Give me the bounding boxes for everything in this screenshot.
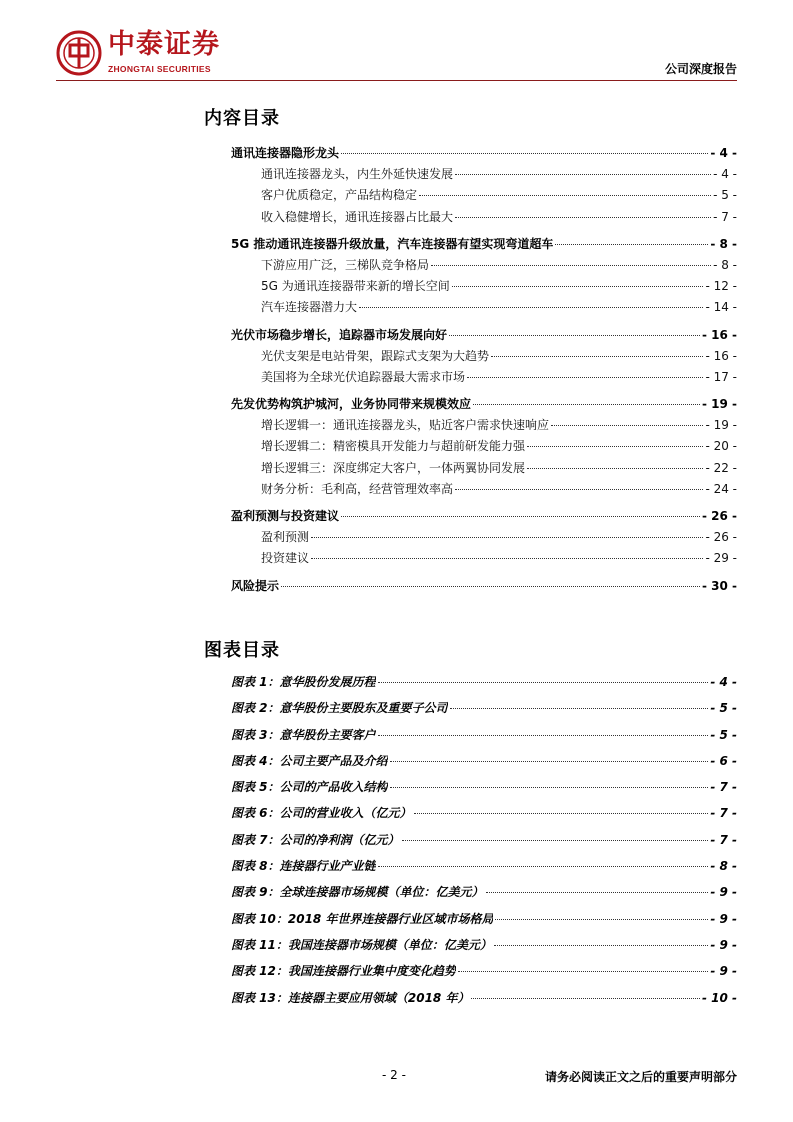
contents-entry-page: - 20 -	[705, 439, 737, 454]
dot-leader	[402, 840, 709, 841]
contents-entry-page: - 4 -	[713, 167, 737, 182]
contents-entry-page: - 19 -	[701, 397, 737, 412]
contents-entry-page: - 16 -	[701, 327, 737, 342]
figure-entry[interactable]	[231, 831, 737, 857]
dot-leader	[471, 998, 700, 999]
figure-entry-page: - 6 -	[710, 753, 737, 768]
figures-title: 图表目录	[204, 640, 280, 661]
contents-entry-page: - 7 -	[713, 209, 737, 224]
contents-entry-label: 增长逻辑一：通讯连接器龙头，贴近客户需求快速响应	[261, 418, 550, 433]
contents-entry[interactable]	[231, 208, 737, 229]
contents-entry[interactable]	[231, 186, 737, 207]
dot-leader	[281, 586, 700, 587]
contents-entry[interactable]	[231, 235, 737, 256]
figures-list	[231, 673, 737, 1015]
figure-entry-page: - 9 -	[710, 911, 737, 926]
figure-entry-label: 图表 2：意华股份主要股东及重要子公司	[231, 701, 448, 716]
logo-company-name-en: ZHONGTAI SECURITIES	[108, 64, 211, 74]
figure-entry-label: 图表 12：我国连接器行业集中度变化趋势	[231, 964, 456, 979]
dot-leader	[455, 489, 703, 490]
figure-entry-page: - 5 -	[710, 727, 737, 742]
contents-entry-label: 光伏市场稳步增长，追踪器市场发展向好	[231, 327, 448, 342]
contents-entry-label: 5G 推动通讯连接器升级放量，汽车连接器有望实现弯道超车	[231, 236, 554, 251]
figure-entry[interactable]	[231, 804, 737, 830]
contents-entry-label: 客户优质稳定，产品结构稳定	[261, 188, 418, 203]
contents-entry-page: - 26 -	[705, 530, 737, 545]
figure-entry[interactable]	[231, 752, 737, 778]
dot-leader	[449, 335, 700, 336]
page-header	[0, 0, 793, 82]
figure-entry-page: - 5 -	[710, 701, 737, 716]
contents-entry[interactable]	[231, 165, 737, 186]
contents-entry[interactable]	[231, 459, 737, 480]
contents-list	[231, 144, 737, 598]
contents-entry-page: - 4 -	[710, 146, 737, 160]
contents-entry-page: - 19 -	[705, 418, 737, 433]
contents-entry-label: 风险提示	[231, 578, 280, 593]
contents-entry-label: 通讯连接器隐形龙头	[231, 146, 340, 160]
contents-entry-page: - 16 -	[705, 348, 737, 363]
figure-entry-page: - 7 -	[710, 832, 737, 847]
contents-entry-page: - 29 -	[705, 551, 737, 566]
dot-leader	[311, 558, 703, 559]
contents-entry[interactable]	[231, 144, 737, 165]
zhongtai-logo-icon	[56, 30, 102, 76]
disclaimer-note: 请务必阅读正文之后的重要声明部分	[544, 1070, 737, 1084]
contents-entry-page: - 8 -	[710, 236, 737, 251]
contents-entry-label: 汽车连接器潜力大	[261, 300, 358, 315]
contents-entry-page: - 24 -	[705, 481, 737, 496]
figure-entry-label: 图表 10：2018 年世界连接器行业区域市场格局	[231, 911, 494, 926]
figure-entry-page: - 9 -	[710, 885, 737, 900]
figure-entry[interactable]	[231, 989, 737, 1015]
figure-entry[interactable]	[231, 726, 737, 752]
page-number: - 2 -	[382, 1068, 406, 1082]
contents-entry[interactable]	[231, 480, 737, 501]
figure-entry-label: 图表 9：全球连接器市场规模（单位：亿美元）	[231, 885, 484, 900]
figure-entry[interactable]	[231, 857, 737, 883]
dot-leader	[491, 356, 703, 357]
figure-entry-page: - 7 -	[710, 806, 737, 821]
dot-leader	[414, 813, 709, 814]
contents-entry-page: - 30 -	[701, 578, 737, 593]
dot-leader	[431, 265, 711, 266]
dot-leader	[494, 945, 708, 946]
figure-entry-page: - 9 -	[710, 937, 737, 952]
header-divider	[56, 80, 737, 81]
dot-leader	[473, 404, 700, 405]
dot-leader	[458, 971, 708, 972]
contents-entry-label: 收入稳健增长，通讯连接器占比最大	[261, 209, 454, 224]
dot-leader	[311, 537, 703, 538]
dot-leader	[527, 446, 703, 447]
contents-entry-page: - 22 -	[705, 460, 737, 475]
contents-entry-label: 增长逻辑二：精密模具开发能力与超前研发能力强	[261, 439, 526, 454]
dot-leader	[527, 468, 703, 469]
contents-entry-label: 通讯连接器龙头，内生外延快速发展	[261, 167, 454, 182]
dot-leader	[551, 425, 703, 426]
figure-entry-label: 图表 11：我国连接器市场规模（单位：亿美元）	[231, 937, 492, 952]
contents-entry-label: 盈利预测与投资建议	[231, 509, 340, 523]
contents-entry-label: 投资建议	[261, 551, 310, 566]
figure-entry[interactable]	[231, 883, 737, 909]
contents-entry-page: - 26 -	[701, 509, 737, 523]
contents-entry[interactable]	[231, 256, 737, 277]
figure-entry-label: 图表 4：公司主要产品及介绍	[231, 753, 388, 768]
contents-entry-label: 下游应用广泛，三梯队竞争格局	[261, 257, 430, 272]
figure-entry-page: - 7 -	[710, 780, 737, 795]
dot-leader	[341, 516, 700, 517]
figure-entry[interactable]	[231, 778, 737, 804]
contents-entry[interactable]	[231, 528, 737, 549]
contents-entry[interactable]	[231, 326, 737, 347]
contents-entry-page: - 14 -	[705, 300, 737, 315]
dot-leader	[495, 919, 708, 920]
contents-entry-page: - 12 -	[705, 279, 737, 294]
dot-leader	[341, 153, 708, 154]
figure-entry[interactable]	[231, 699, 737, 725]
contents-entry-label: 美国将为全球光伏追踪器最大需求市场	[261, 369, 466, 384]
figure-entry-page: - 9 -	[710, 964, 737, 979]
contents-entry[interactable]	[231, 298, 737, 319]
contents-entry-page: - 5 -	[713, 188, 737, 203]
figure-entry-label: 图表 1：意华股份发展历程	[231, 675, 376, 689]
contents-entry[interactable]	[231, 277, 737, 298]
contents-entry[interactable]	[231, 395, 737, 416]
dot-leader	[486, 892, 709, 893]
contents-entry-page: - 17 -	[705, 369, 737, 384]
dot-leader	[390, 787, 709, 788]
contents-entry-label: 盈利预测	[261, 530, 310, 545]
dot-leader	[555, 244, 708, 245]
dot-leader	[452, 286, 704, 287]
dot-leader	[378, 735, 709, 736]
contents-entry[interactable]	[231, 577, 737, 598]
contents-entry[interactable]	[231, 549, 737, 570]
logo-company-name: 中泰证券	[108, 29, 220, 60]
figure-entry-label: 图表 6：公司的营业收入（亿元）	[231, 806, 412, 821]
contents-entry-label: 财务分析：毛利高，经营管理效率高	[261, 481, 454, 496]
figure-entry[interactable]	[231, 936, 737, 962]
dot-leader	[390, 761, 709, 762]
dot-leader	[450, 708, 709, 709]
figure-entry-page: - 8 -	[710, 859, 737, 874]
figure-entry-label: 图表 13：连接器主要应用领域（2018 年）	[231, 990, 470, 1005]
dot-leader	[455, 174, 711, 175]
contents-entry-page: - 8 -	[713, 257, 737, 272]
figure-entry-label: 图表 7：公司的净利润（亿元）	[231, 832, 400, 847]
contents-entry-label: 5G 为通讯连接器带来新的增长空间	[261, 279, 450, 294]
dot-leader	[378, 866, 709, 867]
dot-leader	[419, 195, 711, 196]
figure-entry-page: - 10 -	[701, 990, 737, 1005]
contents-entry-label: 先发优势构筑护城河，业务协同带来规模效应	[231, 397, 472, 412]
dot-leader	[378, 682, 709, 683]
dot-leader	[359, 307, 703, 308]
contents-entry[interactable]	[231, 368, 737, 389]
dot-leader	[455, 217, 711, 218]
contents-entry[interactable]	[231, 416, 737, 437]
contents-title: 内容目录	[204, 108, 280, 129]
contents-entry-label: 增长逻辑三：深度绑定大客户，一体两翼协同发展	[261, 460, 526, 475]
dot-leader	[467, 377, 703, 378]
figure-entry-label: 图表 8：连接器行业产业链	[231, 859, 376, 874]
figure-entry-label: 图表 5：公司的产品收入结构	[231, 780, 388, 795]
figure-entry[interactable]	[231, 910, 737, 936]
figure-entry[interactable]	[231, 962, 737, 988]
figure-entry[interactable]	[231, 673, 737, 699]
contents-entry[interactable]	[231, 507, 737, 528]
contents-entry[interactable]	[231, 347, 737, 368]
report-type-label: 公司深度报告	[664, 62, 737, 76]
contents-entry[interactable]	[231, 437, 737, 458]
contents-entry-label: 光伏支架是电站骨架，跟踪式支架为大趋势	[261, 348, 490, 363]
figure-entry-page: - 4 -	[710, 675, 737, 689]
figure-entry-label: 图表 3：意华股份主要客户	[231, 727, 376, 742]
